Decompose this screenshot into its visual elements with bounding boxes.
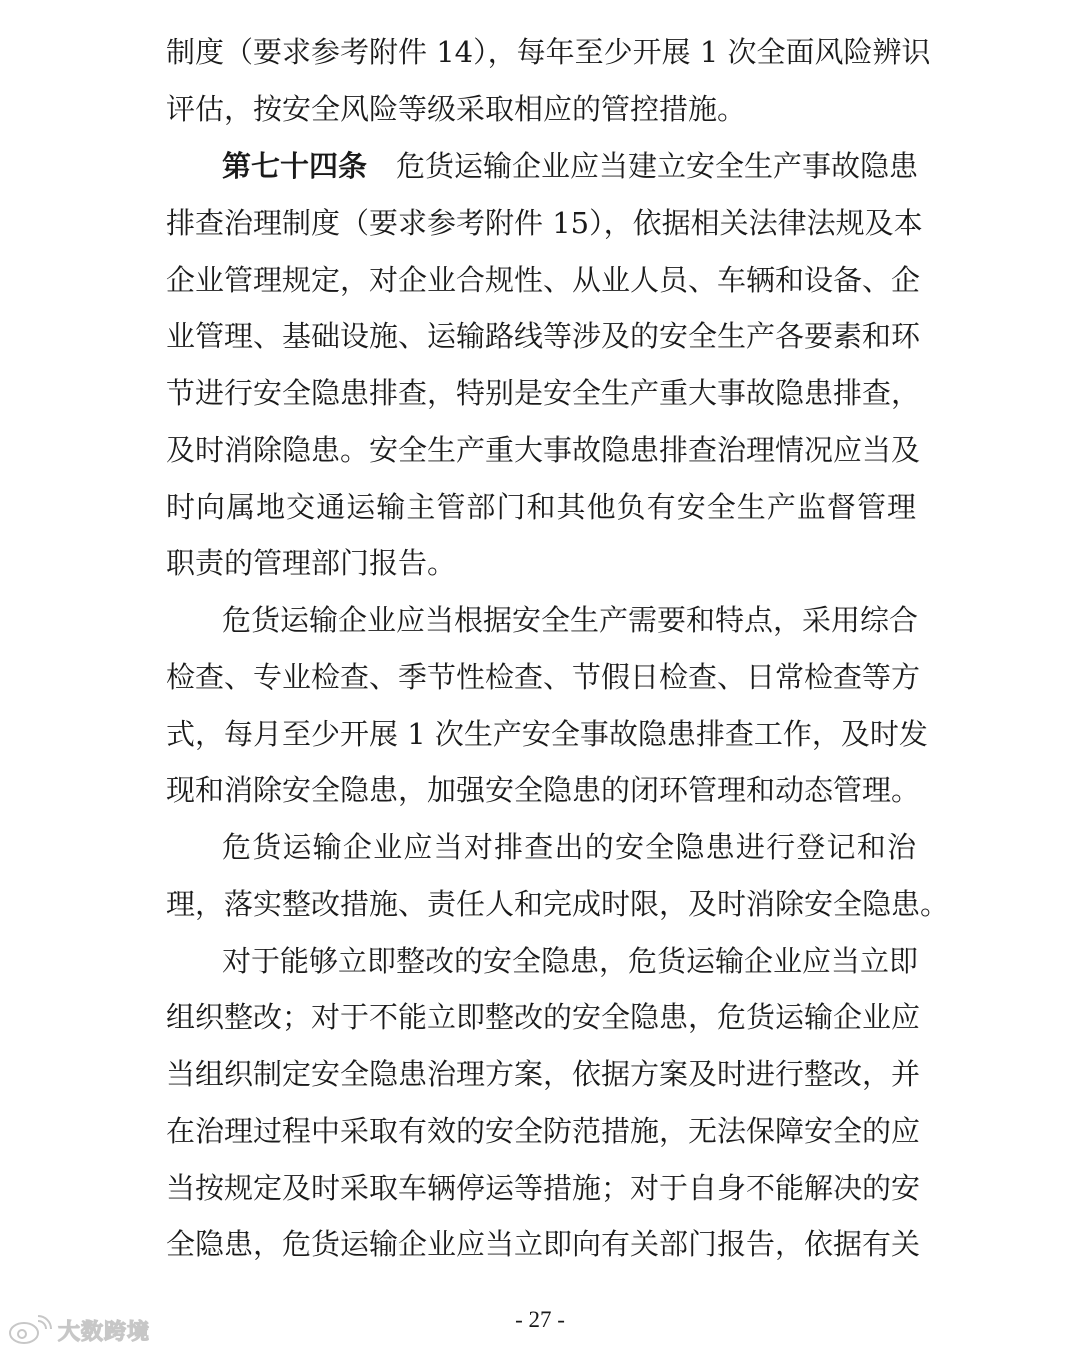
text-line: 企业管理规定，对企业合规性、从业人员、车辆和设备、企 [166,263,921,297]
text-line: 全隐患，危货运输企业应当立即向有关部门报告，依据有关 [166,1227,921,1261]
text-line: 当组织制定安全隐患治理方案，依据方案及时进行整改，并 [166,1057,921,1091]
text-line: 排查治理制度（要求参考附件 15），依据相关法律法规及本 [166,206,923,240]
text-line: 危货运输企业应当根据安全生产需要和特点，采用综合 [222,603,919,637]
text-line: 组织整改；对于不能立即整改的安全隐患，危货运输企业应 [166,1000,921,1034]
text-line: 职责的管理部门报告。 [166,546,457,580]
article-heading: 第七十四条 [222,149,368,183]
text-line: 评估，按安全风险等级采取相应的管控措施。 [166,92,747,126]
text-line: 制度（要求参考附件 14），每年至少开展 1 次全面风险辨识 [166,35,931,69]
text-line: 对于能够立即整改的安全隐患，危货运输企业应当立即 [222,944,919,978]
text-line: 检查、专业检查、季节性检查、节假日检查、日常检查等方 [166,660,921,694]
text-line: 时向属地交通运输主管部门和其他负有安全生产监督管理 [166,490,916,524]
article-74-first-line [222,144,919,188]
weibo-like-logo-icon [8,1313,52,1347]
text-line: 在治理过程中采取有效的安全防范措施，无法保障安全的应 [166,1114,921,1148]
watermark-text: 大数跨境 [58,1319,151,1345]
text-line: 当按规定及时采取车辆停运等措施；对于自身不能解决的安 [166,1171,921,1205]
text-line: 及时消除隐患。安全生产重大事故隐患排查治理情况应当及 [166,433,921,467]
watermark [8,1310,150,1350]
page-number: - 27 - [515,1307,565,1332]
article-first-line-text: 危货运输企业应当建立安全生产事故隐患 [396,149,919,183]
text-line: 现和消除安全隐患，加强安全隐患的闭环管理和动态管理。 [166,773,921,807]
text-line: 节进行安全隐患排查，特别是安全生产重大事故隐患排查， [166,376,921,410]
text-line: 危货运输企业应当对排查出的安全隐患进行登记和治 [222,830,916,864]
text-line: 理，落实整改措施、责任人和完成时限，及时消除安全隐患。 [166,887,950,921]
text-line: 式，每月至少开展 1 次生产安全事故隐患排查工作，及时发 [166,717,928,751]
text-line: 业管理、基础设施、运输路线等涉及的安全生产各要素和环 [166,319,921,353]
